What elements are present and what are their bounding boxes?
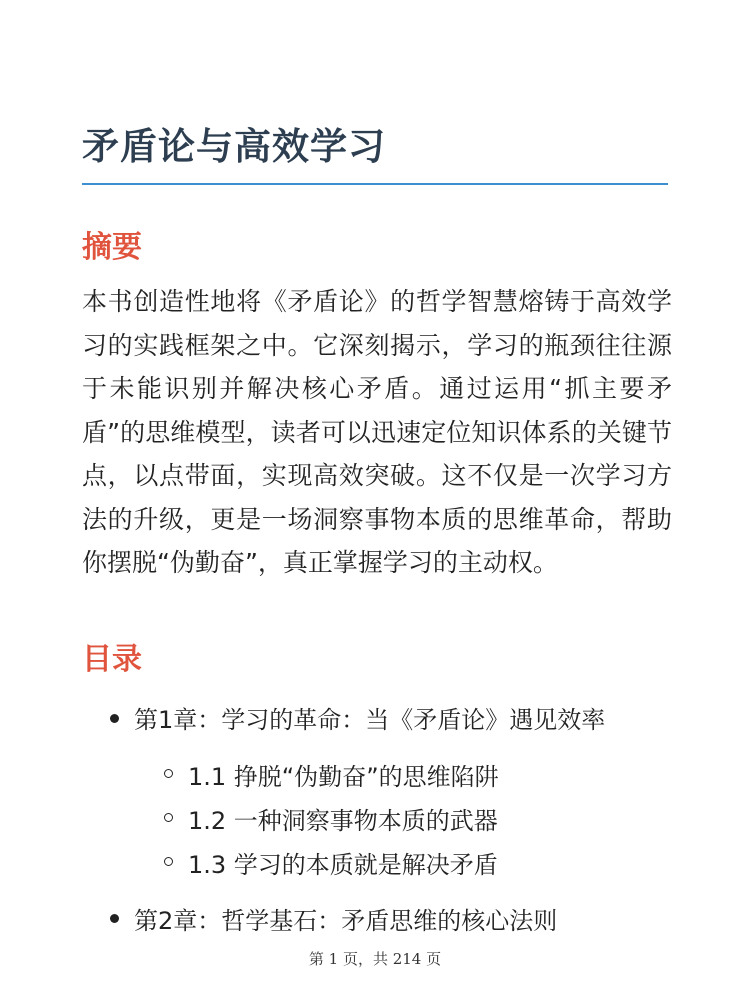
bullet-disc-icon xyxy=(110,914,119,923)
abstract-paragraph: 本书创造性地将《矛盾论》的哲学智慧熔铸于高效学习的实践框架之中。它深刻揭示，学习的瓶颈往往源于未能识别并解决核心矛盾。通过运用“抓主要矛盾”的思维模型，读者可以迅速定位知识体系的关键节点，以点带面，实现高效突破。这不仅是一次学习方法的升级，更是一场洞察事物本质的思维革命，帮助你摆脱“伪勤奋”，真正掌握学习的主动权。 xyxy=(82,287,672,577)
title-divider xyxy=(82,183,668,185)
page-footer: 第 1 页，共 214 页 xyxy=(308,950,442,968)
bullet-circle-icon xyxy=(164,857,173,866)
toc-chapter-1[interactable]: 第1章：学习的革命：当《矛盾论》遇见效率 xyxy=(134,706,606,734)
bullet-circle-icon xyxy=(164,813,173,822)
toc-heading: 目录 xyxy=(82,642,142,677)
document-title: 矛盾论与高效学习 xyxy=(82,125,386,168)
bullet-disc-icon xyxy=(110,714,119,723)
toc-section-1-3[interactable]: 1.3 学习的本质就是解决矛盾 xyxy=(188,851,498,879)
bullet-circle-icon xyxy=(164,769,173,778)
toc-section-1-1[interactable]: 1.1 挣脱“伪勤奋”的思维陷阱 xyxy=(188,763,499,791)
toc-chapter-2[interactable]: 第2章：哲学基石：矛盾思维的核心法则 xyxy=(134,907,558,935)
abstract-heading: 摘要 xyxy=(82,230,142,265)
toc-section-1-2[interactable]: 1.2 一种洞察事物本质的武器 xyxy=(188,807,498,835)
